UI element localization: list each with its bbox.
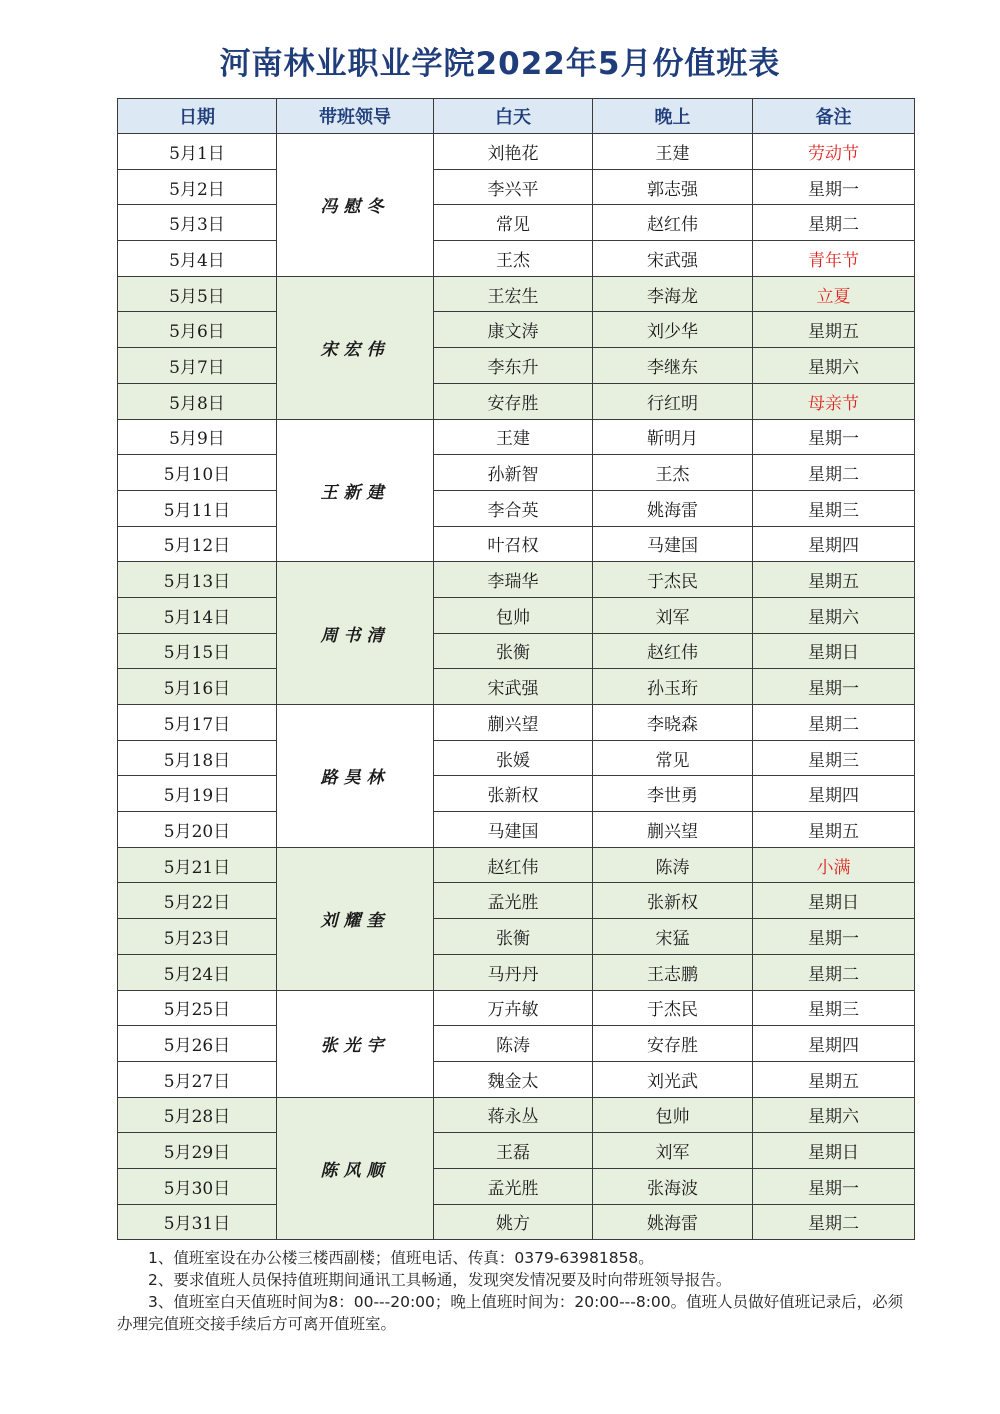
night-shift-cell: 李世勇 bbox=[593, 776, 753, 812]
remark-cell: 星期三 bbox=[753, 490, 915, 526]
date-cell: 5月16日 bbox=[118, 669, 277, 705]
night-shift-cell: 陈涛 bbox=[593, 847, 753, 883]
day-shift-cell: 李兴平 bbox=[434, 169, 593, 205]
day-shift-cell: 孙新智 bbox=[434, 455, 593, 491]
table-row bbox=[118, 1061, 915, 1097]
table-row bbox=[118, 919, 915, 955]
header-night-shift: 晚上 bbox=[593, 99, 753, 134]
date-cell: 5月5日 bbox=[118, 276, 277, 312]
night-shift-cell: 孙玉珩 bbox=[593, 669, 753, 705]
remark-cell: 星期日 bbox=[753, 1133, 915, 1169]
remark-cell: 母亲节 bbox=[753, 383, 915, 419]
remark-cell: 星期六 bbox=[753, 1097, 915, 1133]
remark-cell: 星期四 bbox=[753, 526, 915, 562]
remark-cell: 星期一 bbox=[753, 169, 915, 205]
note-1: 1、值班室设在办公楼三楼西副楼；值班电话、传真：0379-63981858。 bbox=[148, 1249, 654, 1267]
header-leader: 带班领导 bbox=[277, 99, 434, 134]
day-shift-cell: 宋武强 bbox=[434, 669, 593, 705]
remark-cell: 星期六 bbox=[753, 597, 915, 633]
remark-cell: 星期六 bbox=[753, 348, 915, 384]
notes bbox=[117, 1247, 914, 1335]
header-remarks: 备注 bbox=[753, 99, 915, 134]
header-date: 日期 bbox=[118, 99, 277, 134]
day-shift-cell: 安存胜 bbox=[434, 383, 593, 419]
table-row bbox=[118, 276, 915, 312]
date-cell: 5月19日 bbox=[118, 776, 277, 812]
header-day-shift: 白天 bbox=[434, 99, 593, 134]
night-shift-cell: 常见 bbox=[593, 740, 753, 776]
remark-cell: 星期二 bbox=[753, 1204, 915, 1240]
date-cell: 5月27日 bbox=[118, 1061, 277, 1097]
night-shift-cell: 蒯兴望 bbox=[593, 812, 753, 848]
table-row bbox=[118, 419, 915, 455]
remark-cell: 星期二 bbox=[753, 954, 915, 990]
night-shift-cell: 李继东 bbox=[593, 348, 753, 384]
day-shift-cell: 李东升 bbox=[434, 348, 593, 384]
leader-cell: 路昊林 bbox=[277, 705, 434, 848]
table-row bbox=[118, 847, 915, 883]
date-cell: 5月6日 bbox=[118, 312, 277, 348]
leader-cell: 宋宏伟 bbox=[277, 276, 434, 419]
table-row bbox=[118, 669, 915, 705]
table-header-row bbox=[118, 99, 915, 134]
day-shift-cell: 马建国 bbox=[434, 812, 593, 848]
date-cell: 5月15日 bbox=[118, 633, 277, 669]
table-row bbox=[118, 633, 915, 669]
remark-cell: 星期一 bbox=[753, 919, 915, 955]
night-shift-cell: 赵红伟 bbox=[593, 205, 753, 241]
day-shift-cell: 姚方 bbox=[434, 1204, 593, 1240]
remark-cell: 星期五 bbox=[753, 812, 915, 848]
table-row bbox=[118, 597, 915, 633]
remark-cell: 星期日 bbox=[753, 883, 915, 919]
date-cell: 5月13日 bbox=[118, 562, 277, 598]
night-shift-cell: 马建国 bbox=[593, 526, 753, 562]
day-shift-cell: 孟光胜 bbox=[434, 883, 593, 919]
table-row bbox=[118, 1204, 915, 1240]
date-cell: 5月22日 bbox=[118, 883, 277, 919]
table-row bbox=[118, 954, 915, 990]
night-shift-cell: 赵红伟 bbox=[593, 633, 753, 669]
remark-cell: 劳动节 bbox=[753, 134, 915, 170]
remark-cell: 青年节 bbox=[753, 241, 915, 277]
night-shift-cell: 姚海雷 bbox=[593, 490, 753, 526]
night-shift-cell: 李晓森 bbox=[593, 705, 753, 741]
table-row bbox=[118, 1168, 915, 1204]
day-shift-cell: 王宏生 bbox=[434, 276, 593, 312]
table-body bbox=[118, 134, 915, 1240]
remark-cell: 小满 bbox=[753, 847, 915, 883]
day-shift-cell: 王磊 bbox=[434, 1133, 593, 1169]
remark-cell: 星期三 bbox=[753, 990, 915, 1026]
page-title: 河南林业职业学院2022年5月份值班表 bbox=[219, 46, 781, 82]
date-cell: 5月3日 bbox=[118, 205, 277, 241]
day-shift-cell: 陈涛 bbox=[434, 1026, 593, 1062]
remark-cell: 星期五 bbox=[753, 312, 915, 348]
table-row bbox=[118, 1097, 915, 1133]
day-shift-cell: 刘艳花 bbox=[434, 134, 593, 170]
day-shift-cell: 蒯兴望 bbox=[434, 705, 593, 741]
remark-cell: 星期二 bbox=[753, 205, 915, 241]
remark-cell: 星期四 bbox=[753, 776, 915, 812]
table-row bbox=[118, 812, 915, 848]
table-row bbox=[118, 383, 915, 419]
table-row bbox=[118, 562, 915, 598]
night-shift-cell: 李海龙 bbox=[593, 276, 753, 312]
night-shift-cell: 张新权 bbox=[593, 883, 753, 919]
table-row bbox=[118, 776, 915, 812]
remark-cell: 星期五 bbox=[753, 562, 915, 598]
date-cell: 5月10日 bbox=[118, 455, 277, 491]
night-shift-cell: 张海波 bbox=[593, 1168, 753, 1204]
remark-cell: 星期一 bbox=[753, 669, 915, 705]
night-shift-cell: 王志鹏 bbox=[593, 954, 753, 990]
remark-cell: 星期一 bbox=[753, 1168, 915, 1204]
date-cell: 5月4日 bbox=[118, 241, 277, 277]
date-cell: 5月11日 bbox=[118, 490, 277, 526]
night-shift-cell: 姚海雷 bbox=[593, 1204, 753, 1240]
remark-cell: 星期二 bbox=[753, 705, 915, 741]
night-shift-cell: 刘光武 bbox=[593, 1061, 753, 1097]
date-cell: 5月20日 bbox=[118, 812, 277, 848]
day-shift-cell: 张衡 bbox=[434, 919, 593, 955]
day-shift-cell: 张媛 bbox=[434, 740, 593, 776]
table-row bbox=[118, 312, 915, 348]
note-2: 2、要求值班人员保持值班期间通讯工具畅通，发现突发情况要及时向带班领导报告。 bbox=[148, 1271, 732, 1289]
leader-cell: 刘耀奎 bbox=[277, 847, 434, 990]
table-row bbox=[118, 1026, 915, 1062]
night-shift-cell: 刘少华 bbox=[593, 312, 753, 348]
table-row bbox=[118, 705, 915, 741]
day-shift-cell: 包帅 bbox=[434, 597, 593, 633]
leader-cell: 冯慰冬 bbox=[277, 134, 434, 277]
day-shift-cell: 王杰 bbox=[434, 241, 593, 277]
table-row bbox=[118, 455, 915, 491]
day-shift-cell: 魏金太 bbox=[434, 1061, 593, 1097]
date-cell: 5月12日 bbox=[118, 526, 277, 562]
date-cell: 5月14日 bbox=[118, 597, 277, 633]
remark-cell: 星期一 bbox=[753, 419, 915, 455]
night-shift-cell: 宋武强 bbox=[593, 241, 753, 277]
date-cell: 5月31日 bbox=[118, 1204, 277, 1240]
note-3: 3、值班室白天值班时间为8：00---20:00；晚上值班时间为：20:00---8:00。值班人员做好值班记录后，必须办理完值班交接手续后方可离开值班室。 bbox=[117, 1293, 904, 1333]
date-cell: 5月24日 bbox=[118, 954, 277, 990]
night-shift-cell: 王建 bbox=[593, 134, 753, 170]
night-shift-cell: 郭志强 bbox=[593, 169, 753, 205]
table-row bbox=[118, 169, 915, 205]
table-row bbox=[118, 740, 915, 776]
remark-cell: 星期三 bbox=[753, 740, 915, 776]
date-cell: 5月28日 bbox=[118, 1097, 277, 1133]
table-row bbox=[118, 241, 915, 277]
table-row bbox=[118, 134, 915, 170]
day-shift-cell: 张新权 bbox=[434, 776, 593, 812]
remark-cell: 星期四 bbox=[753, 1026, 915, 1062]
date-cell: 5月18日 bbox=[118, 740, 277, 776]
leader-cell: 周书清 bbox=[277, 562, 434, 705]
day-shift-cell: 王建 bbox=[434, 419, 593, 455]
duty-table bbox=[117, 98, 915, 1240]
day-shift-cell: 叶召权 bbox=[434, 526, 593, 562]
date-cell: 5月23日 bbox=[118, 919, 277, 955]
night-shift-cell: 包帅 bbox=[593, 1097, 753, 1133]
day-shift-cell: 赵红伟 bbox=[434, 847, 593, 883]
date-cell: 5月30日 bbox=[118, 1168, 277, 1204]
day-shift-cell: 张衡 bbox=[434, 633, 593, 669]
day-shift-cell: 蒋永丛 bbox=[434, 1097, 593, 1133]
remark-cell: 星期五 bbox=[753, 1061, 915, 1097]
table-row bbox=[118, 348, 915, 384]
remark-cell: 立夏 bbox=[753, 276, 915, 312]
day-shift-cell: 李合英 bbox=[434, 490, 593, 526]
leader-cell: 张光宇 bbox=[277, 990, 434, 1097]
night-shift-cell: 于杰民 bbox=[593, 562, 753, 598]
day-shift-cell: 万卉敏 bbox=[434, 990, 593, 1026]
date-cell: 5月17日 bbox=[118, 705, 277, 741]
leader-cell: 王新建 bbox=[277, 419, 434, 562]
date-cell: 5月26日 bbox=[118, 1026, 277, 1062]
date-cell: 5月9日 bbox=[118, 419, 277, 455]
date-cell: 5月29日 bbox=[118, 1133, 277, 1169]
date-cell: 5月2日 bbox=[118, 169, 277, 205]
table-row bbox=[118, 490, 915, 526]
day-shift-cell: 常见 bbox=[434, 205, 593, 241]
day-shift-cell: 康文涛 bbox=[434, 312, 593, 348]
leader-cell: 陈风顺 bbox=[277, 1097, 434, 1240]
table-row bbox=[118, 526, 915, 562]
night-shift-cell: 于杰民 bbox=[593, 990, 753, 1026]
date-cell: 5月25日 bbox=[118, 990, 277, 1026]
day-shift-cell: 李瑞华 bbox=[434, 562, 593, 598]
night-shift-cell: 安存胜 bbox=[593, 1026, 753, 1062]
date-cell: 5月7日 bbox=[118, 348, 277, 384]
night-shift-cell: 行红明 bbox=[593, 383, 753, 419]
table-row bbox=[118, 205, 915, 241]
night-shift-cell: 刘军 bbox=[593, 1133, 753, 1169]
day-shift-cell: 马丹丹 bbox=[434, 954, 593, 990]
date-cell: 5月21日 bbox=[118, 847, 277, 883]
day-shift-cell: 孟光胜 bbox=[434, 1168, 593, 1204]
table-row bbox=[118, 990, 915, 1026]
table-row bbox=[118, 1133, 915, 1169]
night-shift-cell: 刘军 bbox=[593, 597, 753, 633]
night-shift-cell: 王杰 bbox=[593, 455, 753, 491]
remark-cell: 星期日 bbox=[753, 633, 915, 669]
table-row bbox=[118, 883, 915, 919]
date-cell: 5月1日 bbox=[118, 134, 277, 170]
date-cell: 5月8日 bbox=[118, 383, 277, 419]
night-shift-cell: 靳明月 bbox=[593, 419, 753, 455]
night-shift-cell: 宋猛 bbox=[593, 919, 753, 955]
remark-cell: 星期二 bbox=[753, 455, 915, 491]
